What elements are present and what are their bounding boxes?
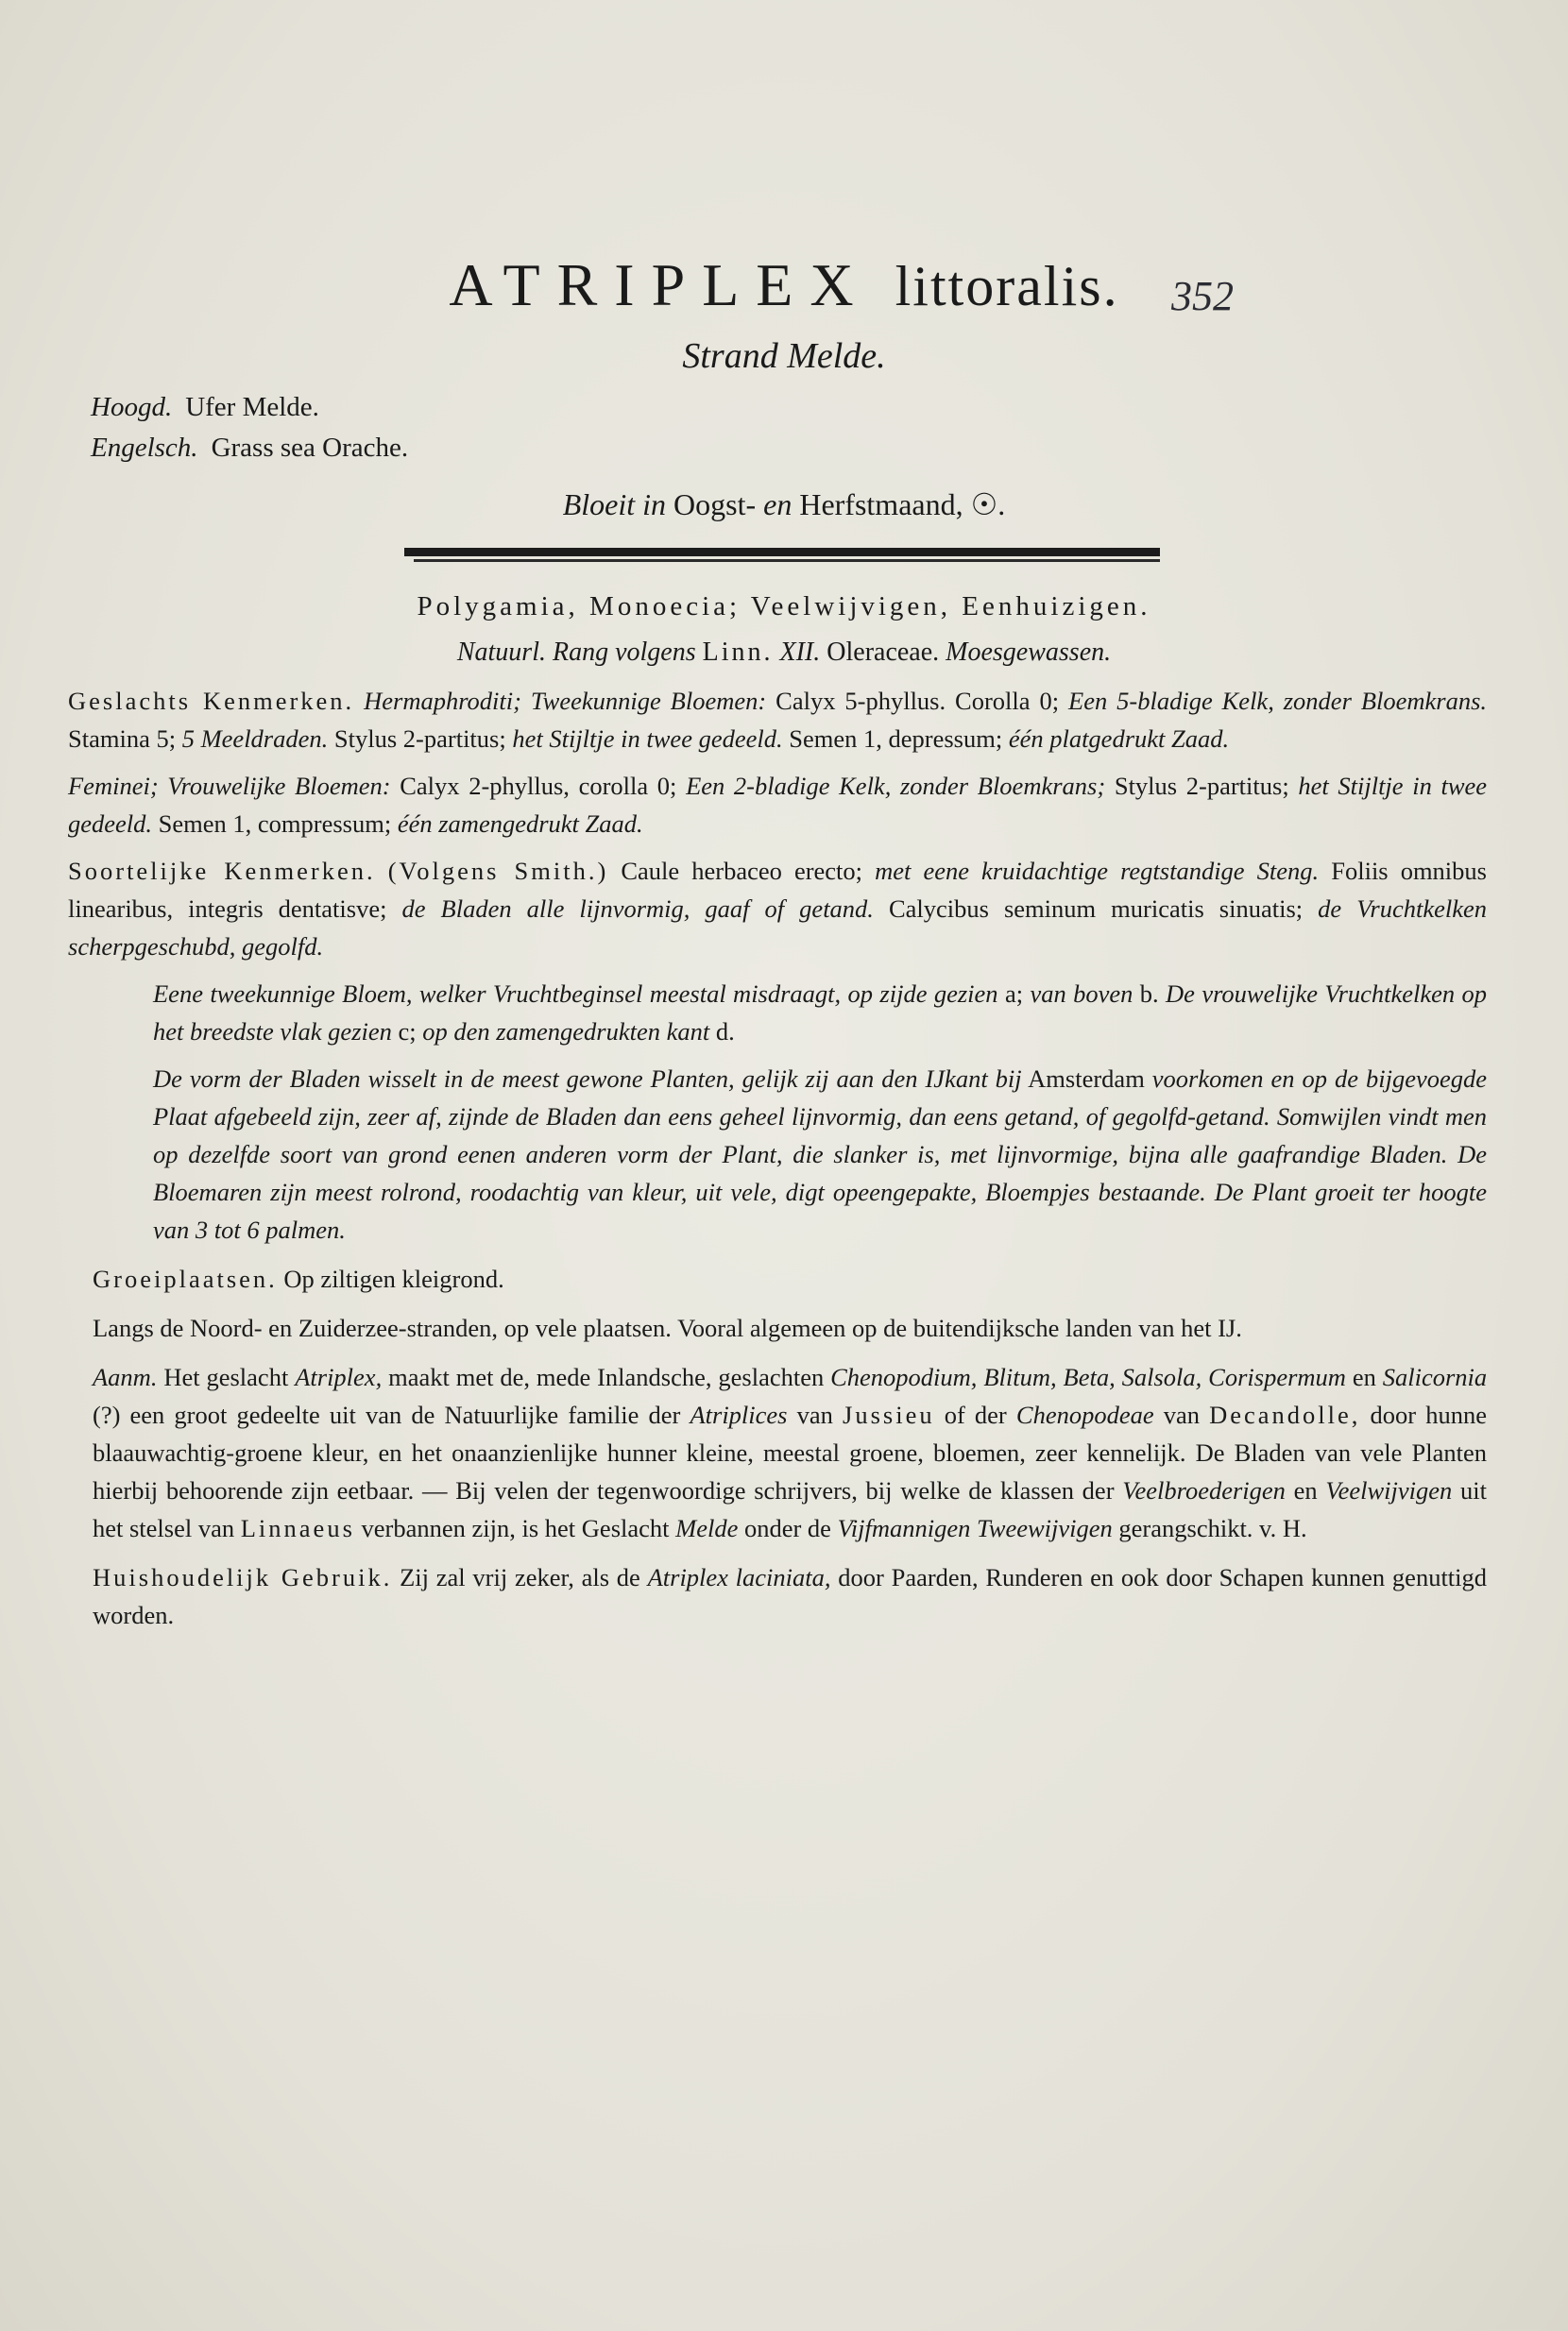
title-species: littoralis.	[895, 255, 1119, 317]
household-use: Huishoudelijk Gebruik. Zij zal vrij zeker, als de Atriplex laciniata, door Paarden, Runderen en ook door Schapen kunnen genuttigd worden.	[93, 1563, 1488, 1629]
divider-rule	[404, 548, 1160, 567]
female-flowers: Feminei; Vrouwelijke Bloemen: Calyx 2-phyllus, corolla 0; Een 2-bladige Kelk, zonder Bloemkrans; Stylus 2-partitus; het Stijltje in twee gedeeld. Semen 1, compressum; één zamengedrukt Zaad.	[68, 772, 1488, 838]
annual-symbol: ☉.	[970, 487, 1006, 521]
plate-number: 352	[1171, 273, 1234, 319]
subtitle: Strand Melde.	[682, 336, 886, 376]
genus-characters: Geslachts Kenmerken. Hermaphroditi; Tweekunnige Bloemen: Calyx 5-phyllus. Corolla 0; Een 5-bladige Kelk, zonder Bloemkrans. Stamina 5; 5 Meeldraden. Stylus 2-partitus; het Stijltje in twee gedeeld. Semen 1, depressum; één platgedrukt Zaad.	[68, 687, 1488, 753]
natural-rank: Natuurl. Rang volgens Linn. XII. Oleraceae. Moesgewassen.	[456, 638, 1112, 667]
remark: Aanm. Het geslacht Atriplex, maakt met de, mede Inlandsche, geslachten Chenopodium, Blitum, Beta, Salsola, Corispermum en Salicornia (?) een groot gedeelte uit van de Natuurlijke familie der Atriplices van Jussieu of der Chenopodeae van Decandolle, door hunne blaauwachtig-groene kleur, en het onaanzienlijke hunner kleine, meestal groene, bloemen, zeer kennelijk. De Bladen van vele Planten hierbij behoorende zijn eetbaar. — Bij velen der tegenwoordige schrijvers, bij welke de klassen der Veelbroederigen en Veelwijvigen uit het stelsel van Linnaeus verbannen zijn, is het Geslacht Melde onder de Vijfmannigen Tweewijvigen gerangschikt. v. H.	[93, 1363, 1488, 1542]
title-genus: ATRIPLEX	[449, 251, 871, 318]
vernacular-lang: Engelsch.	[91, 433, 198, 463]
figure-explanation: Eene tweekunnige Bloem, welker Vruchtbeginsel meestal misdraagt, op zijde gezien a; van boven b. De vrouwelijke Vruchtkelken op het breedste vlak gezien c; op den zamengedrukten kant d.	[153, 979, 1488, 1046]
localities: Langs de Noord- en Zuiderzee-stranden, op vele plaatsen. Vooral algemeen op de buitendijksche landen van het IJ.	[93, 1314, 1242, 1342]
habitat: Groeiplaatsen. Op ziltigen kleigrond.	[93, 1265, 504, 1293]
vernacular-value: Ufer Melde.	[185, 392, 319, 422]
page-title	[0, 247, 1568, 324]
body-text	[68, 682, 1487, 1645]
vernacular-lang: Hoogd.	[91, 392, 173, 422]
bloom-line: Bloeit in Oogst- en Herfstmaand, ☉.	[562, 487, 1006, 521]
vernacular-value: Grass sea Orache.	[211, 433, 409, 463]
linnaean-class: Polygamia, Monoecia; Veelwijvigen, Eenhuizigen.	[417, 591, 1151, 621]
species-characters: Soortelijke Kenmerken. (Volgens Smith.) Caule herbaceo erecto; met eene kruidachtige regtstandige Steng. Foliis omnibus linearibus, integris dentatisve; de Bladen alle lijnvormig, gaaf of getand. Calycibus seminum muricatis sinuatis; de Vruchtkelken scherpgeschubd, gegolfd.	[68, 857, 1488, 961]
divider-thick	[404, 548, 1160, 556]
divider-thin	[414, 559, 1160, 562]
vernacular-name	[91, 430, 408, 466]
vernacular-name	[91, 389, 319, 425]
leaf-form-description: De vorm der Bladen wisselt in de meest gewone Planten, gelijk zij aan den IJkant bij Amsterdam voorkomen en op de bijgevoegde Plaat afgebeeld zijn, zeer af, zijnde de Bladen dan eens geheel lijnvormig, dan eens getand, of gegolfd-getand. Somwijlen vindt men op dezelfde soort van grond eenen anderen vorm der Plant, die slanker is, met lijnvormige, bijna alle gaafrandige Bladen. De Bloemaren zijn meest rolrond, roodachtig van kleur, uit vele, digt opeengepakte, Bloempjes bestaande. De Plant groeit ter hoogte van 3 tot 6 palmen.	[153, 1064, 1487, 1244]
